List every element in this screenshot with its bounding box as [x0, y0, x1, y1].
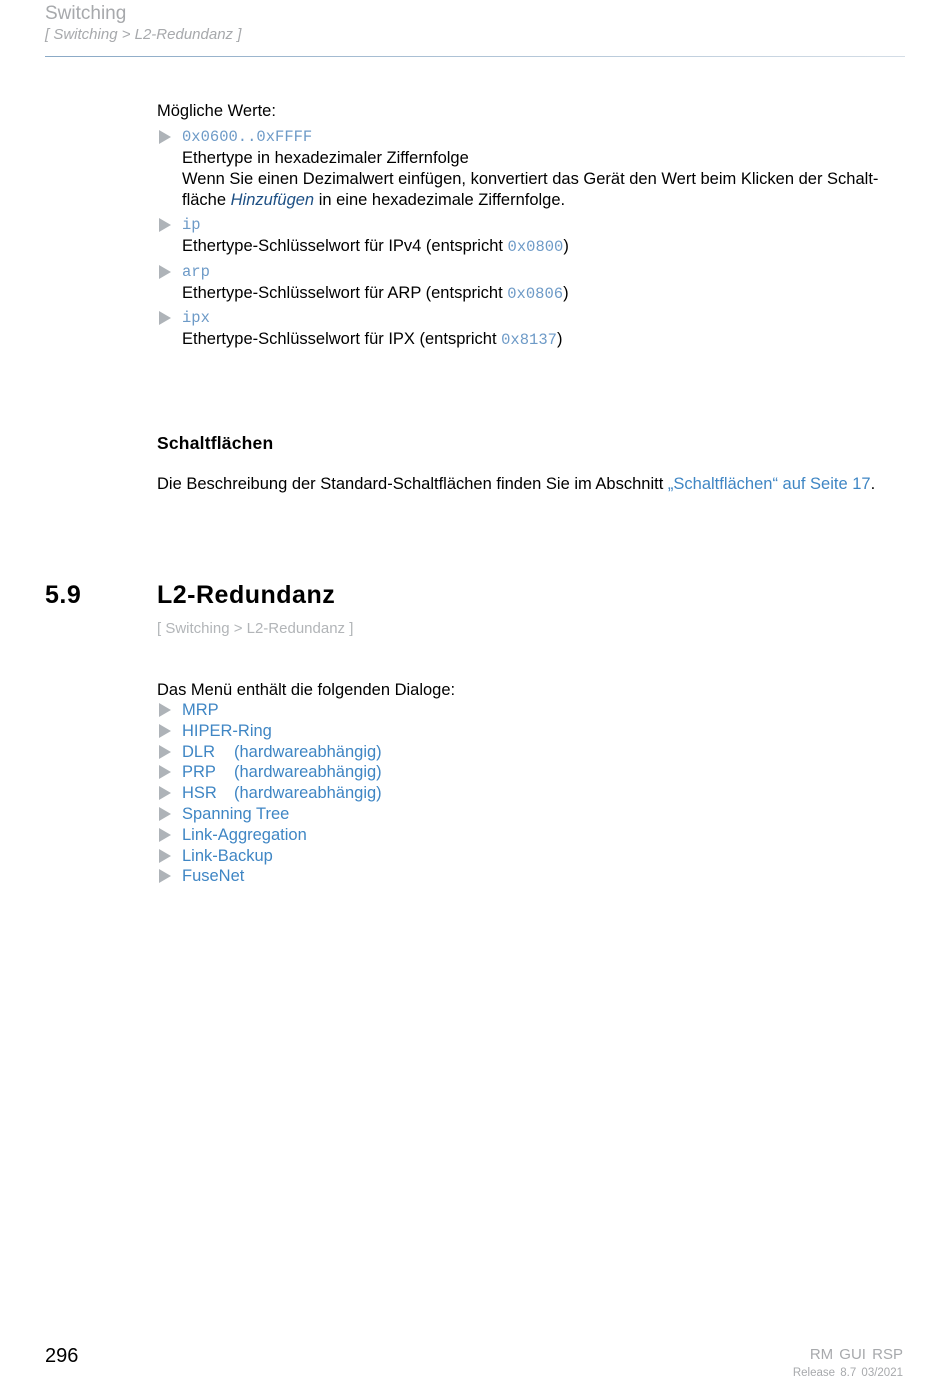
running-header-path: [ Switching > L2-Redundanz ]	[45, 26, 242, 43]
note-text: in eine hexadezimale Ziffernfolge.	[314, 191, 566, 209]
dialog-link[interactable]: PRP	[182, 763, 216, 782]
section-heading-buttons: Schaltflächen	[157, 433, 274, 453]
bullet-triangle-icon	[159, 807, 171, 821]
description-text: Ethertype-Schlüsselwort für ARP (entspricht	[182, 284, 508, 302]
bullet-triangle-icon	[159, 130, 171, 144]
value-description	[182, 283, 569, 304]
dialog-link[interactable]: Link-Backup	[182, 846, 273, 865]
value-code: ipx	[182, 309, 210, 327]
description-text: Die Beschreibung der Standard-Schaltflächen finden Sie im Abschnitt	[157, 475, 668, 493]
bullet-triangle-icon	[159, 786, 171, 800]
dialog-link[interactable]: DLR	[182, 742, 216, 761]
buttons-page-link[interactable]: „Schaltflächen“ auf Seite 17	[667, 475, 871, 493]
description-text: .	[870, 475, 876, 493]
header-divider	[45, 56, 905, 57]
bullet-triangle-icon	[159, 218, 171, 232]
description-text: )	[563, 237, 569, 255]
dialog-link[interactable]: HIPER-Ring	[182, 721, 272, 740]
value-item-range	[157, 127, 917, 211]
chapter-intro: Das Menü enthält die folgenden Dialoge:	[157, 681, 456, 699]
value-code: 0x0600..0xFFFF	[182, 128, 313, 146]
dialog-note: (hardwareabhängig)	[234, 742, 382, 761]
dialog-link[interactable]: Link-Aggregation	[182, 825, 307, 844]
values-label: Mögliche Werte:	[157, 102, 276, 120]
description-text: )	[556, 330, 563, 348]
bullet-triangle-icon	[159, 765, 171, 779]
description-code: 0x8137	[501, 331, 557, 349]
bullet-triangle-icon	[159, 724, 171, 738]
bullet-triangle-icon	[159, 828, 171, 842]
dialog-link[interactable]: HSR	[182, 784, 217, 803]
bullet-triangle-icon	[159, 703, 171, 717]
value-description: Ethertype in hexadezimaler Ziffernfolge	[182, 149, 469, 167]
value-item-arp	[157, 262, 917, 304]
dialog-link[interactable]: MRP	[182, 701, 219, 719]
description-text: )	[563, 284, 569, 302]
chapter-number: 5.9	[45, 581, 82, 609]
footer-document-name: RM GUI RSP	[809, 1346, 903, 1363]
bullet-triangle-icon	[159, 265, 171, 279]
value-description	[182, 236, 569, 257]
footer-release: Release 8.7 03/2021	[792, 1367, 903, 1379]
value-item-ipx	[157, 308, 917, 350]
bullet-triangle-icon	[159, 849, 171, 863]
description-code: 0x0806	[507, 285, 564, 303]
dialog-link[interactable]: Spanning Tree	[182, 804, 290, 823]
note-text: fläche	[182, 191, 231, 209]
add-button-reference: Hinzufügen	[230, 191, 315, 209]
value-item-ip	[157, 215, 917, 257]
value-code: arp	[182, 263, 210, 281]
description-text: Ethertype-Schlüsselwort für IPX (entspricht	[182, 330, 502, 348]
value-code: ip	[182, 216, 201, 234]
page-number: 296	[45, 1345, 79, 1367]
chapter-menu-path: [ Switching > L2-Redundanz ]	[157, 620, 354, 637]
bullet-triangle-icon	[159, 311, 171, 325]
chapter-title: L2-Redundanz	[157, 581, 336, 609]
description-text: Ethertype-Schlüsselwort für IPv4 (entspricht	[182, 237, 508, 255]
dialog-note: (hardwareabhängig)	[234, 763, 382, 782]
dialog-note: (hardwareabhängig)	[234, 784, 382, 803]
buttons-description	[157, 474, 875, 495]
bullet-triangle-icon	[159, 869, 171, 883]
running-header-title: Switching	[45, 3, 127, 24]
bullet-triangle-icon	[159, 745, 171, 759]
dialog-link[interactable]: FuseNet	[182, 867, 245, 886]
value-description	[182, 329, 562, 350]
value-note: Wenn Sie einen Dezimalwert einfügen, konvertiert das Gerät den Wert beim Klicken der Schalt-	[182, 170, 879, 188]
value-note-continued	[182, 190, 878, 211]
description-code: 0x0800	[507, 238, 564, 256]
